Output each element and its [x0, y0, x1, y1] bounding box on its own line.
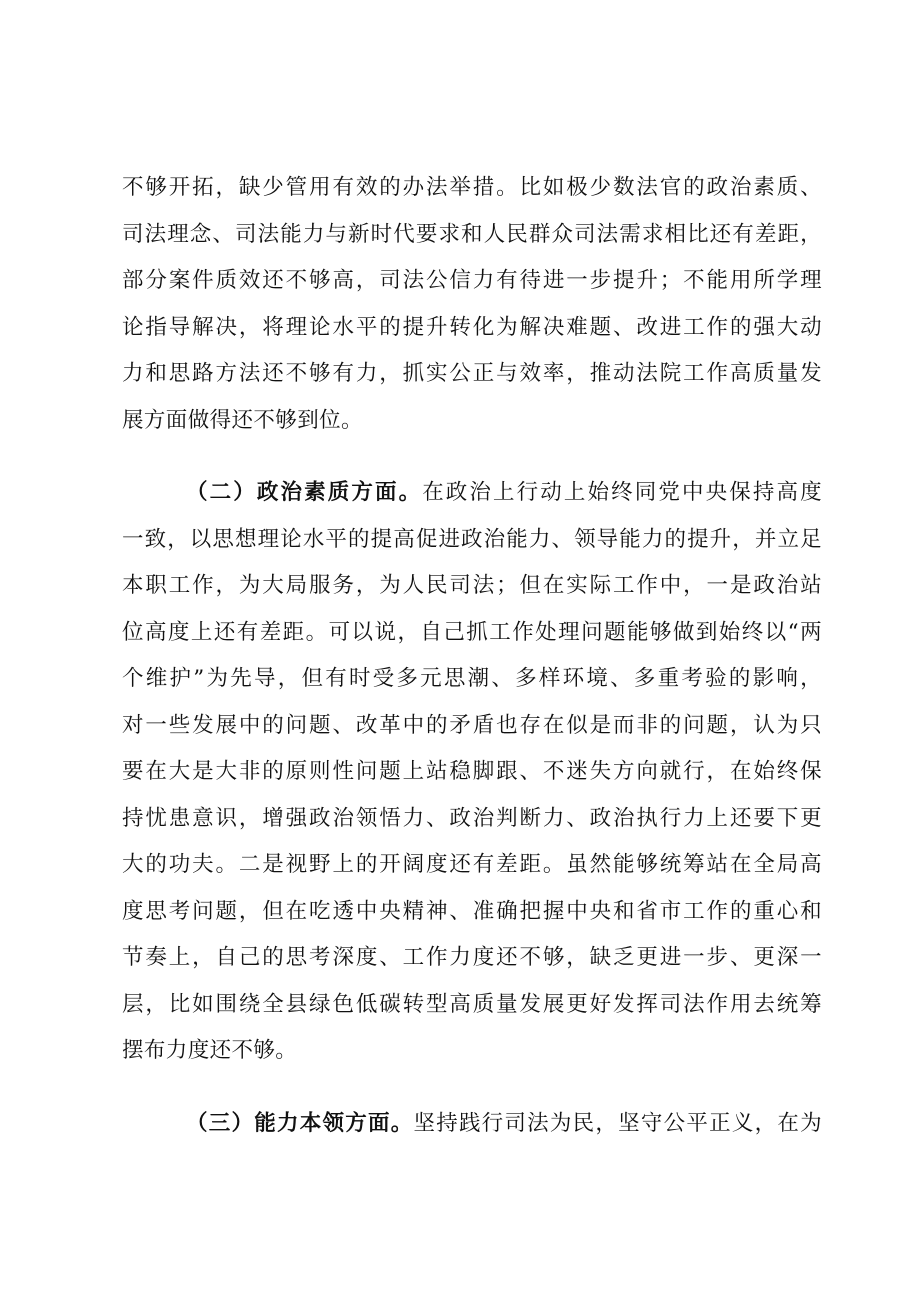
paragraph-line: 展方面做得还不够到位。 [122, 407, 363, 433]
paragraph-line: 持忧患意识，增强政治领悟力、政治判断力、政治执行力上还要下更 [122, 805, 822, 831]
document-body [122, 165, 822, 1147]
section-text: 在政治上行动上始终同党中央保持高度 [422, 480, 822, 505]
paragraph-line: 大的功夫。二是视野上的开阔度还有差距。虽然能够统筹站在全局高 [122, 852, 822, 877]
section-text: 坚持践行司法为民，坚守公平正义，在为 [413, 1110, 822, 1136]
paragraph-line: 部分案件质效还不够高，司法公信力有待进一步提升；不能用所学理 [122, 268, 822, 293]
paragraph-line: 不够开拓，缺少管用有效的办法举措。比如极少数法官的政治素质、 [122, 175, 822, 200]
paragraph-line: 度思考问题，但在吃透中央精神、准确把握中央和省市工作的重心和 [122, 898, 822, 924]
paragraph-line: 层，比如围绕全县绿色低碳转型高质量发展更好发挥司法作用去统筹 [122, 991, 822, 1017]
paragraph-spacer [122, 1075, 822, 1101]
section-first-line [122, 470, 822, 517]
paragraph-line: 一致，以思想理论水平的提高促进政治能力、领导能力的提升，并立足 [122, 526, 822, 552]
section-heading: （三）能力本领方面。 [186, 1110, 414, 1136]
paragraph-line: 摆布力度还不够。 [122, 1038, 298, 1063]
paragraph-line: 个维护”为先导，但有时受多元思潮、多样环境、多重考验的影响， [122, 666, 822, 691]
paragraph-line: 本职工作，为大局服务，为人民司法；但在实际工作中，一是政治站 [122, 573, 822, 598]
paragraph-line: 力和思路方法还不够有力，抓实公正与效率，推动法院工作高质量发 [122, 361, 822, 386]
paragraph-spacer [122, 444, 822, 470]
paragraph-line: 论指导解决，将理论水平的提升转化为解决难题、改进工作的强大动 [122, 314, 822, 340]
paragraph-line: 节奏上，自己的思考深度、工作力度还不够，缺乏更进一步、更深一 [122, 945, 822, 970]
paragraph-line: 要在大是大非的原则性问题上站稳脚跟、不迷失方向就行，在始终保 [122, 759, 822, 784]
paragraph-line: 对一些发展中的问题、改革中的矛盾也存在似是而非的问题，认为只 [122, 712, 822, 738]
section-first-line [122, 1101, 822, 1148]
paragraph-line: 司法理念、司法能力与新时代要求和人民群众司法需求相比还有差距， [122, 221, 822, 247]
paragraph-line: 位高度上还有差距。可以说，自己抓工作处理问题能够做到始终以“两 [122, 619, 822, 645]
section-heading: （二）政治素质方面。 [186, 480, 423, 505]
